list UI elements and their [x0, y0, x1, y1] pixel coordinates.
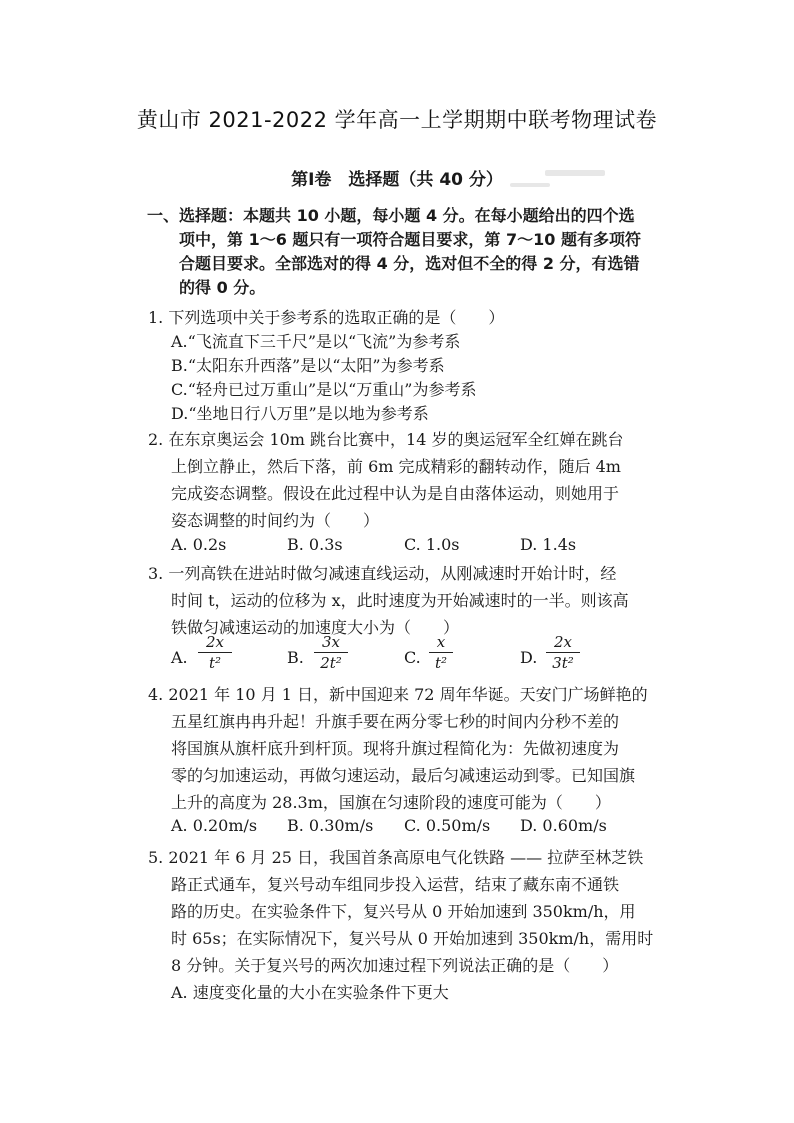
instructions-line: 项中，第 1～6 题只有一项符合题目要求，第 7～10 题有多项符 — [179, 230, 641, 249]
fraction-bar — [546, 652, 580, 653]
question-3-option-d-fraction — [546, 633, 580, 672]
question-1-option-c: C.“轻舟已过万重山”是以“万重山”为参考系 — [171, 380, 477, 399]
question-1-option-b: B.“太阳东升西落”是以“太阳”为参考系 — [171, 356, 445, 375]
fraction-bar — [198, 652, 232, 653]
question-4-line: 零的匀加速运动，再做匀速运动，最后匀减速运动到零。已知国旗 — [171, 766, 636, 785]
question-3-option-b-label: B. — [287, 648, 304, 667]
question-3-option-a-fraction — [198, 633, 232, 672]
question-2-option-c: C. 1.0s — [404, 535, 460, 554]
fraction-numerator: 3x — [321, 633, 340, 651]
question-1-option-d: D.“坐地日行八万里”是以地为参考系 — [171, 404, 429, 423]
instructions-line: 合题目要求。全部选对的得 4 分，选对但不全的得 2 分，有选错 — [179, 254, 640, 273]
question-5-line: 8 分钟。关于复兴号的两次加速过程下列说法正确的是（ ） — [171, 956, 619, 975]
question-5-option-a: A. 速度变化量的大小在实验条件下更大 — [171, 983, 449, 1002]
question-4-line: 4. 2021 年 10 月 1 日，新中国迎来 72 周年华诞。天安门广场鲜艳的 — [148, 685, 648, 704]
fraction-denominator: t² — [208, 654, 222, 672]
fraction-numerator: x — [436, 633, 446, 651]
question-2-line: 2. 在东京奥运会 10m 跳台比赛中，14 岁的奥运冠军全红婵在跳台 — [148, 430, 624, 449]
question-3-line: 铁做匀减速运动的加速度大小为（ ） — [171, 618, 460, 637]
fraction-numerator: 2x — [205, 633, 224, 651]
fraction-denominator: t² — [434, 654, 448, 672]
question-3-option-a-label: A. — [171, 648, 188, 667]
question-4-option-a: A. 0.20m/s — [171, 816, 258, 835]
question-2-option-a: A. 0.2s — [171, 535, 227, 554]
question-3-line: 3. 一列高铁在进站时做匀减速直线运动，从刚减速时开始计时，经 — [148, 564, 617, 583]
question-4-option-c: C. 0.50m/s — [404, 816, 491, 835]
section-heading: 第Ⅰ卷 选择题（共 40 分） — [291, 170, 503, 190]
question-2-option-b: B. 0.3s — [287, 535, 343, 554]
page-title: 黄山市 2021-2022 学年高一上学期期中联考物理试卷 — [136, 108, 658, 132]
fraction-bar — [314, 652, 348, 653]
question-1-stem: 1. 下列选项中关于参考系的选取正确的是（ ） — [148, 308, 505, 327]
question-4-option-b: B. 0.30m/s — [287, 816, 374, 835]
question-2-line: 上倒立静止，然后下落，前 6m 完成精彩的翻转动作，随后 4m — [171, 457, 621, 476]
question-5-line: 路正式通车，复兴号动车组同步投入运营，结束了藏东南不通铁 — [171, 875, 620, 894]
question-4-line: 五星红旗冉冉升起！升旗手要在两分零七秒的时间内分秒不差的 — [171, 712, 620, 731]
question-2-line: 姿态调整的时间约为（ ） — [171, 511, 380, 530]
fraction-denominator: 2t² — [320, 654, 342, 672]
fraction-numerator: 2x — [553, 633, 572, 651]
fraction-denominator: 3t² — [552, 654, 574, 672]
instructions-line: 一、选择题：本题共 10 小题，每小题 4 分。在每小题给出的四个选 — [147, 206, 635, 225]
question-5-line: 路的历史。在实验条件下，复兴号从 0 开始加速到 350km/h，用 — [171, 902, 636, 921]
question-1-option-a: A.“飞流直下三千尺”是以“飞流”为参考系 — [171, 332, 461, 351]
question-2-line: 完成姿态调整。假设在此过程中认为是自由落体运动，则她用于 — [171, 484, 620, 503]
question-3-option-b-fraction — [314, 633, 348, 672]
instructions-line: 的得 0 分。 — [179, 278, 266, 297]
question-2-option-d: D. 1.4s — [520, 535, 577, 554]
question-3-option-d-label: D. — [520, 648, 538, 667]
question-4-line: 将国旗从旗杆底升到杆顶。现将升旗过程简化为：先做初速度为 — [171, 739, 620, 758]
question-4-line: 上升的高度为 28.3m，国旗在匀速阶段的速度可能为（ ） — [171, 793, 611, 812]
question-3-option-c-fraction — [429, 633, 453, 672]
question-3-option-c-label: C. — [404, 648, 421, 667]
question-5-line: 时 65s；在实际情况下，复兴号从 0 开始加速到 350km/h，需用时 — [171, 929, 654, 948]
question-4-option-d: D. 0.60m/s — [520, 816, 607, 835]
fraction-bar — [429, 652, 453, 653]
question-3-line: 时间 t，运动的位移为 x，此时速度为开始减速时的一半。则该高 — [171, 591, 629, 610]
question-5-line: 5. 2021 年 6 月 25 日，我国首条高原电气化铁路 —— 拉萨至林芝铁 — [148, 848, 644, 867]
